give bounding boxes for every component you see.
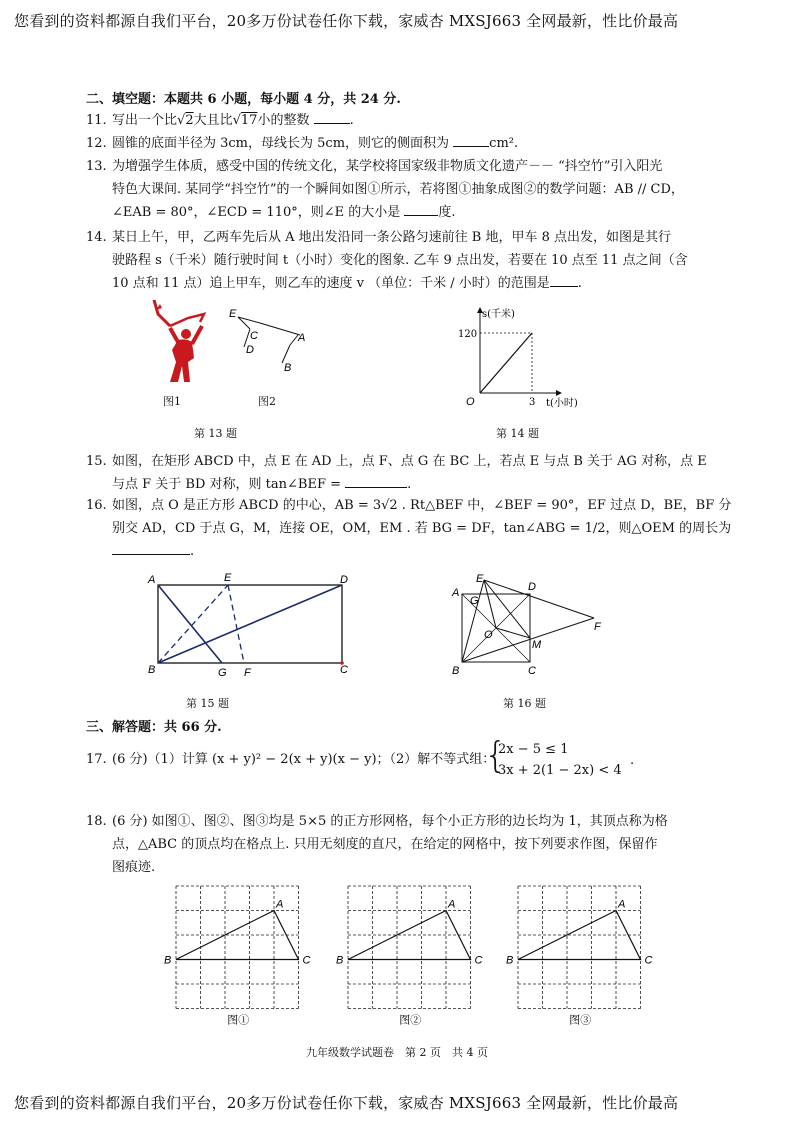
sqrt2: √2	[177, 113, 194, 128]
question-12	[86, 134, 518, 154]
fig15-title: 第 15 题	[186, 697, 229, 710]
q17-ineq2: 3x + 2(1 − 2x) < 4	[498, 763, 622, 778]
fig13-title: 第 13 题	[194, 427, 237, 440]
fig15-label-E: E	[224, 572, 232, 584]
q13-number: 13.	[86, 159, 107, 174]
q17-number: 17.	[86, 752, 107, 767]
fig13-label-E: E	[229, 308, 237, 320]
q13-text-1: 为增强学生体质，感受中国的传统文化，某学校将国家级非物质文化遗产－－ “抖空竹”引入阳光	[112, 159, 663, 174]
q17-text: (6 分)（1）计算 (x + y)² − 2(x + y)(x − y)；（2）解不等式组：	[112, 752, 496, 767]
q17-brace: {	[484, 735, 507, 776]
grid-label-A: A	[276, 898, 284, 911]
fig13-label-B: B	[284, 362, 292, 374]
fig13-caption-1: 图1	[163, 395, 181, 408]
grid-label-C: C	[644, 954, 653, 967]
question-18-line2: 点，△ABC 的顶点均在格点上. 只用无刻度的直尺，在给定的网格中，按下列要求作图，保留作	[112, 837, 658, 852]
question-16-line2: 别交 AD，CD 于点 G，M，连接 OE，OM，EM . 若 BG = DF，tan∠ABG = 1/2，则△OEM 的周长为	[112, 521, 732, 536]
page-footer: 九年级数学试题卷 第 2 页 共 4 页	[306, 1046, 488, 1059]
grid-label-B: B	[164, 954, 172, 967]
question-18-line3: 图痕迹.	[112, 860, 156, 875]
bottom-banner: 您看到的资料都源自我们平台，20多万份试卷任你下载，家威杏 MXSJ663 全网最新，性比价最高	[14, 1094, 679, 1112]
question-14-line1	[86, 228, 671, 248]
question-13-line1	[86, 157, 662, 177]
q17-period: .	[630, 753, 635, 768]
q16-text-1: 如图，点 O 是正方形 ABCD 的中心，AB = 3√2 . Rt△BEF 中，∠BEF = 90°，EF 过点 D，BE，BF 分	[112, 498, 732, 513]
fig13-label-D: D	[246, 344, 254, 356]
grid-label-B: B	[506, 954, 514, 967]
q11-answer-blank[interactable]	[314, 123, 350, 124]
grid-figure-1	[160, 882, 320, 1027]
q14-number: 14.	[86, 230, 107, 245]
fig14-x-arrow	[556, 390, 562, 396]
fig15-label-A: A	[148, 574, 156, 586]
fig15-label-B: B	[148, 664, 156, 676]
fig14-series-line	[480, 333, 532, 393]
q13-answer-blank[interactable]	[404, 215, 438, 216]
fig14-y-tick: 120	[458, 329, 478, 340]
q12-answer-blank[interactable]	[453, 146, 489, 147]
fig14-y-label: s(千米)	[482, 309, 515, 320]
grid-label-B: B	[336, 954, 344, 967]
grid-label-A: A	[448, 898, 456, 911]
fig13-person-image	[148, 296, 208, 388]
sqrt17: √17	[232, 113, 258, 128]
question-13-line3	[112, 203, 456, 223]
fig16-label-A: A	[452, 587, 460, 599]
fig16-label-E: E	[476, 573, 484, 585]
fig16-label-B: B	[452, 665, 460, 677]
q11-period: .	[349, 113, 354, 128]
fig13-label-A: A	[298, 332, 306, 344]
fig13-label-C: C	[250, 330, 258, 342]
question-13-line2: 特色大课间. 某同学“抖空竹”的一个瞬间如图①所示，若将图①抽象成图②的数学问题：AB // CD，	[112, 182, 684, 197]
fig16-label-O: O	[484, 629, 493, 641]
fig15-segment-EF	[228, 585, 244, 663]
grid-caption: 图②	[399, 1013, 422, 1027]
fig16-diagram	[450, 572, 610, 678]
q12-text: 圆锥的底面半径为 3cm，母线长为 5cm，则它的侧面积为	[112, 136, 450, 151]
q14-answer-blank[interactable]	[550, 286, 578, 287]
question-14-line2: 驶路程 s（千米）随行驶时间 t（小时）变化的图象. 乙车 9 点出发，若要在 10 点至 11 点之间（含	[112, 253, 688, 268]
question-16-line3: .	[112, 542, 194, 562]
grid-label-C: C	[302, 954, 311, 967]
q14-text-1: 某日上午，甲，乙两车先后从 A 地出发沿同一条公路匀速前往 B 地，甲车 8 点出发，如图是其行	[112, 230, 672, 245]
q15-text-1: 如图，在矩形 ABCD 中，点 E 在 AD 上，点 F、点 G 在 BC 上，若点 E 与点 B 关于 AG 对称，点 E	[112, 454, 707, 469]
grid-caption: 图①	[227, 1013, 250, 1027]
fig15-label-G: G	[218, 667, 227, 679]
fig15-diagonal-BD	[158, 585, 342, 663]
section-3-header: 三、解答题：共 66 分.	[86, 720, 222, 735]
q18-number: 18.	[86, 814, 107, 829]
q11-number: 11.	[86, 113, 107, 128]
fig16-title: 第 16 题	[503, 697, 546, 710]
q18-text-1: (6 分) 如图①、图②、图③均是 5×5 的正方形网格，每个小正方形的边长均为 1，其顶点称为格	[112, 814, 668, 829]
fig15-diagram	[148, 572, 358, 679]
fig14-origin: O	[466, 396, 475, 408]
q15-number: 15.	[86, 454, 107, 469]
q12-unit: cm².	[489, 136, 519, 151]
fig16-label-G: G	[470, 595, 479, 607]
q13-unit: 度.	[438, 205, 456, 220]
q14-text-3: 10 点和 11 点）追上甲车，则乙车的速度 v （单位：千米 / 小时）的范围是	[112, 276, 550, 291]
q11-text-c: 小的整数	[257, 113, 310, 128]
fig15-segment-AG	[158, 585, 222, 663]
fig14-x-tick: 3	[529, 397, 536, 408]
fig14-x-label: t(小时)	[546, 398, 578, 409]
q12-number: 12.	[86, 136, 107, 151]
grid-caption: 图③	[569, 1013, 592, 1027]
fig16-label-D: D	[528, 581, 536, 593]
q11-text-b: 大且比	[193, 113, 233, 128]
fig16-label-M: M	[532, 639, 542, 651]
grid-label-A: A	[618, 898, 626, 911]
q11-text-a: 写出一个比	[112, 113, 178, 128]
fig15-label-F: F	[244, 667, 251, 679]
fig16-label-C: C	[528, 665, 536, 677]
grid-label-C: C	[474, 954, 483, 967]
question-11	[86, 111, 354, 131]
q16-number: 16.	[86, 498, 107, 513]
q14-period: .	[577, 276, 582, 291]
fig13-diagram	[226, 305, 306, 375]
fig15-label-C: C	[340, 664, 348, 676]
q13-text-3: ∠EAB = 80°，∠ECD = 110°，则∠E 的大小是	[112, 205, 401, 220]
fig16-label-F: F	[594, 621, 601, 633]
fig14-chart	[456, 305, 596, 411]
fig15-label-D: D	[340, 574, 348, 586]
q17-ineq1: 2x − 5 ≤ 1	[498, 742, 569, 757]
top-banner: 您看到的资料都源自我们平台，20多万份试卷任你下载，家威杏 MXSJ663 全网最新，性比价最高	[14, 12, 679, 30]
q15-text-2: 与点 F 关于 BD 对称，则 tan∠BEF =	[112, 477, 341, 492]
grid-figure-2	[332, 882, 492, 1027]
grid-figure-3	[502, 882, 662, 1027]
question-15-line2: 与点 F 关于 BD 对称，则 tan∠BEF = .	[112, 477, 412, 492]
section-2-header: 二、填空题：本题共 6 小题，每小题 4 分，共 24 分.	[86, 92, 401, 107]
fig13-caption-2: 图2	[258, 395, 276, 408]
question-14-line3	[112, 274, 582, 294]
fig14-title: 第 14 题	[496, 427, 539, 440]
